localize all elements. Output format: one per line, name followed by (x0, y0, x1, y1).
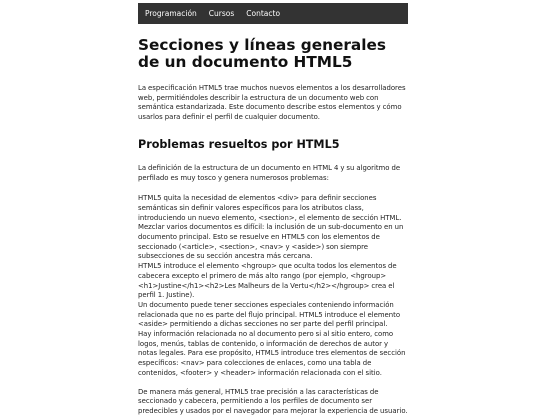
top-navbar (138, 3, 408, 24)
nav-link-contacto[interactable]: Contacto (246, 9, 281, 18)
problem-item: Mezclar varios documentos es difícil: la inclusión de un sub-documento en un documento principal. Esto se resuelve en HTML5 con los elementos de seccionado (<article>, <section>, <nav> y <aside>) son siempre subsecciones de su sección ancestra más cercana. (138, 223, 404, 261)
problem-item: HTML5 introduce el elemento <hgroup> que oculta todos los elementos de cabecera excepto el primero de más alto rango (por ejemplo, <hgroup><h1>Justine</h1><h2>Les Malheurs de la Vertu</h2></hgroup> crea el perfil 1. Justine). (138, 262, 397, 300)
definition-paragraph: La definición de la estructura de un documento en HTML 4 y su algoritmo de perfilado es muy tosco y genera numerosos problemas: (138, 163, 401, 182)
problem-item: Un documento puede tener secciones especiales conteniendo información relacionada que no es parte del flujo principal. HTML5 introduce el elemento <aside> permitiendo a dichas secciones no ser parte del perfil principal. (138, 300, 401, 329)
problem-item: Hay información relacionada no al documento pero si al sitio entero, como logos, menús, tablas de contenido, o información de derechos de autor y notas legales. Para ese propósito, HTML5 introduce tres elementos de sección específicos: <nav> para colecciones de enlaces, como una tabla de contenidos, <footer> y <header> información relacionada con el sitio. (138, 330, 406, 377)
nav-link-cursos[interactable]: Cursos (208, 9, 235, 18)
section-heading: Problemas resueltos por HTML5 (138, 137, 340, 151)
intro-paragraph: La especificación HTML5 trae muchos nuevos elementos a los desarrolladores web, permitiéndoles describir la estructura de un documento web con semántica estandarizada. Este documento describe estos elementos y cómo usarlos para definir el perfil de cualquier documento. (138, 84, 406, 122)
page-title: Secciones y líneas generales de un documento HTML5 (138, 36, 386, 71)
problems-list (138, 194, 408, 378)
article-content (138, 37, 408, 417)
closing-paragraph: De manera más general, HTML5 trae precisión a las características de seccionado y cabecera, permitiendo a los perfiles de documento ser predecibles y usados por el navegador para mejorar la experiencia de usuario. (138, 387, 408, 415)
page-container (138, 3, 408, 417)
problem-item: HTML5 quita la necesidad de elementos <div> para definir secciones semánticas sin definir valores específicos para los atributos class, introduciendo un nuevo elemento, <section>, el elemento de sección HTML. (138, 194, 402, 222)
nav-link-programacion[interactable]: Programación (145, 9, 197, 18)
